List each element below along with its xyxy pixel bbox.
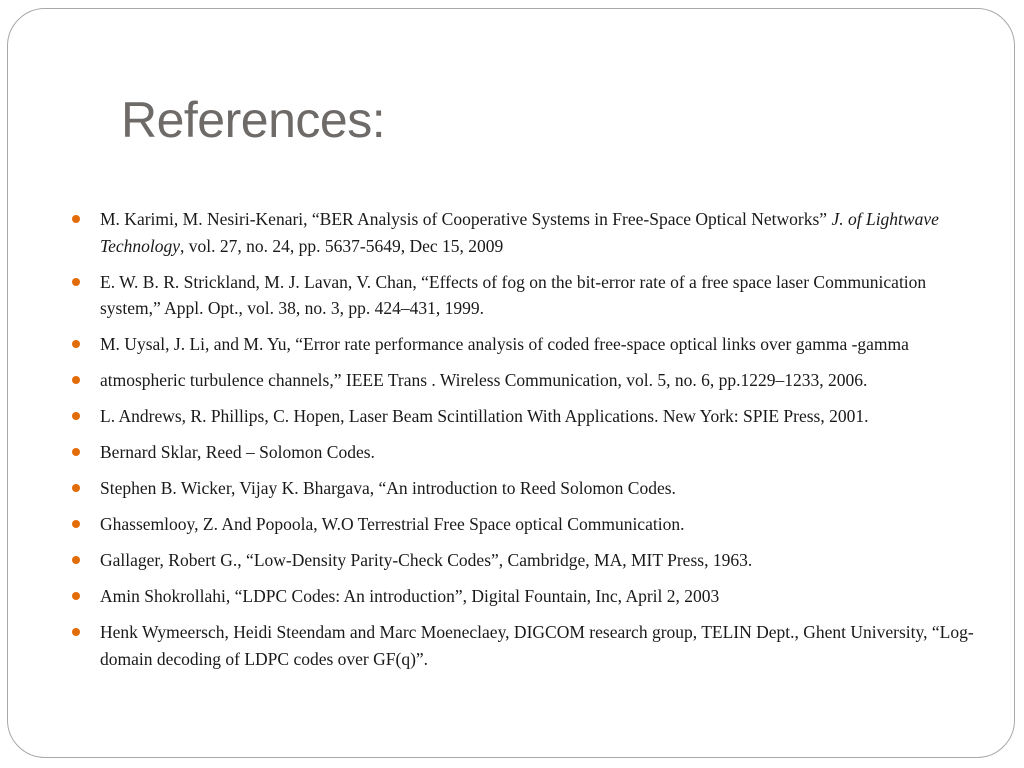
bullet-icon: [72, 278, 80, 286]
reference-text: M. Uysal, J. Li, and M. Yu, “Error rate performance analysis of coded free-space optical links over gamma -gamma: [100, 334, 909, 354]
reference-item: [72, 583, 976, 610]
bullet-icon: [72, 484, 80, 492]
bullet-icon: [72, 628, 80, 636]
reference-text: Amin Shokrollahi, “LDPC Codes: An introduction”, Digital Fountain, Inc, April 2, 2003: [100, 586, 720, 606]
reference-text: Gallager, Robert G., “Low-Density Parity-Check Codes”, Cambridge, MA, MIT Press, 1963.: [100, 550, 753, 570]
reference-item: [72, 439, 976, 466]
reference-text-after: , vol. 27, no. 24, pp. 5637-5649, Dec 15, 2009: [180, 235, 504, 256]
reference-item: [72, 547, 976, 574]
references-list: [72, 206, 976, 682]
reference-text: L. Andrews, R. Phillips, C. Hopen, Laser Beam Scintillation With Applications. New York: SPIE Press, 2001.: [100, 406, 869, 426]
reference-text: atmospheric turbulence channels,” IEEE Trans . Wireless Communication, vol. 5, no. 6, pp.1229–1233, 2006.: [100, 370, 868, 390]
reference-item: [72, 403, 976, 430]
reference-item: [72, 367, 976, 394]
bullet-icon: [72, 412, 80, 420]
reference-text: E. W. B. R. Strickland, M. J. Lavan, V. Chan, “Effects of fog on the bit-error rate of a free space laser Communication system,” Appl. Opt., vol. 38, no. 3, pp. 424–431, 1999.: [100, 271, 927, 318]
slide-title: References:: [121, 92, 386, 148]
reference-item: [72, 269, 976, 322]
reference-item: [72, 331, 976, 358]
reference-text: M. Karimi, M. Nesiri-Kenari, “BER Analysis of Cooperative Systems in Free-Space Optical Networks”: [100, 209, 832, 229]
reference-item: [72, 511, 976, 538]
bullet-icon: [72, 520, 80, 528]
bullet-icon: [72, 376, 80, 384]
bullet-icon: [72, 448, 80, 456]
reference-journal: J. of Lightwave Technology: [100, 209, 939, 256]
bullet-icon: [72, 556, 80, 564]
reference-item: [72, 475, 976, 502]
reference-text: Ghassemlooy, Z. And Popoola, W.O Terrestrial Free Space optical Communication.: [100, 514, 685, 534]
slide: [7, 8, 1015, 758]
bullet-icon: [72, 215, 80, 223]
reference-item: [72, 619, 976, 672]
reference-text: Henk Wymeersch, Heidi Steendam and Marc Moeneclaey, DIGCOM research group, TELIN Dept., Ghent University, “Log-domain decoding of LDPC codes over GF(q)”.: [100, 622, 974, 669]
reference-item: [72, 206, 976, 259]
reference-text: Bernard Sklar, Reed – Solomon Codes.: [100, 442, 375, 462]
reference-text: Stephen B. Wicker, Vijay K. Bhargava, “An introduction to Reed Solomon Codes.: [100, 478, 676, 498]
bullet-icon: [72, 340, 80, 348]
bullet-icon: [72, 592, 80, 600]
